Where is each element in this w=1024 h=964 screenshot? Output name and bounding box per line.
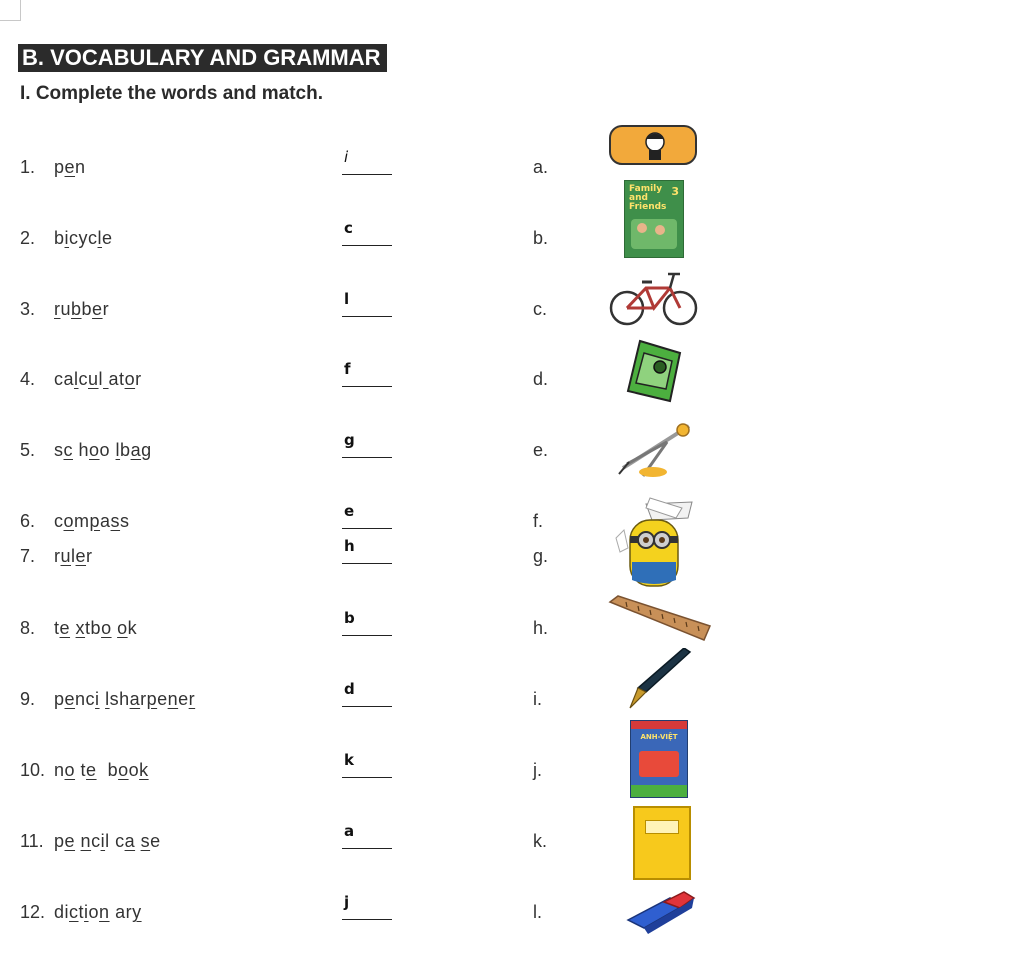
answer-blank[interactable] [340,500,396,536]
answer-text: c [344,219,353,237]
compass-picture [611,418,699,484]
item-word: bicycle [54,228,113,248]
item-word: penci lsharpener [54,689,196,709]
answer-blank[interactable] [340,891,396,927]
answer-line [342,245,392,246]
list-item [0,290,1024,324]
notebook-picture [633,806,691,880]
item-number: 12. [20,902,46,922]
list-item [0,360,1024,394]
answer-blank[interactable] [340,749,396,785]
answer-line [342,316,392,317]
option-letter: h. [533,618,549,638]
answer-text: i [344,148,349,166]
answer-text: d [344,680,355,698]
item-word: calcul ator [54,369,142,389]
list-item [0,502,1024,536]
answer-blank[interactable] [340,678,396,714]
textbook-picture [624,180,684,258]
page-corner-mark [0,0,21,21]
answer-line [342,848,392,849]
list-item [0,537,1024,571]
answer-line [342,919,392,920]
section-title: B. VOCABULARY AND GRAMMAR [18,44,387,72]
item-word: diction ary [54,902,142,922]
answer-line [342,457,392,458]
option-letter: k. [533,831,548,851]
answer-blank[interactable] [340,535,396,571]
item-number: 3. [20,299,36,319]
answer-line [342,706,392,707]
exercise-instruction: I. Complete the words and match. [20,83,323,104]
option-letter: i. [533,689,542,709]
option-letter: b. [533,228,549,248]
item-number: 11. [20,831,44,851]
answer-text: f [344,360,351,378]
item-number: 2. [20,228,36,248]
pen-picture [624,648,694,712]
item-word: compass [54,511,130,531]
item-word: pe ncil ca se [54,831,161,851]
list-item [0,219,1024,253]
item-number: 1. [20,157,36,177]
answer-blank[interactable] [340,429,396,465]
answer-line [342,635,392,636]
answer-blank[interactable] [340,607,396,643]
answer-text: e [344,502,355,520]
list-item [0,893,1024,927]
pencil-sharpener-picture [620,335,690,409]
item-word: pen [54,157,86,177]
bicycle-picture [608,266,700,328]
option-letter: d. [533,369,549,389]
answer-text: b [344,609,355,627]
schoolbag-picture [612,494,700,590]
answer-line [342,528,392,529]
list-item [0,148,1024,182]
item-number: 10. [20,760,46,780]
answer-blank[interactable] [340,146,396,182]
answer-blank[interactable] [340,217,396,253]
answer-text: a [344,822,355,840]
book-cover-title: Family and Friends [629,184,667,212]
option-letter: l. [533,902,542,922]
list-item [0,609,1024,643]
list-item [0,751,1024,785]
rubber-picture [624,888,696,940]
answer-text: h [344,537,355,555]
option-letter: f. [533,511,544,531]
answer-text: l [344,290,350,308]
dictionary-picture [630,720,688,798]
answer-line [342,777,392,778]
answer-text: k [344,751,354,769]
option-letter: e. [533,440,549,460]
answer-blank[interactable] [340,820,396,856]
pencil-case-picture [607,122,699,168]
item-number: 7. [20,546,36,566]
item-number: 5. [20,440,36,460]
item-word: te xtbo ok [54,618,138,638]
item-number: 8. [20,618,36,638]
list-item [0,822,1024,856]
list-item [0,680,1024,714]
option-letter: a. [533,157,549,177]
ruler-picture [606,594,712,646]
answer-line [342,174,392,175]
option-letter: c. [533,299,548,319]
item-word: ruler [54,546,93,566]
item-number: 9. [20,689,36,709]
answer-blank[interactable] [340,358,396,394]
answer-line [342,563,392,564]
item-number: 4. [20,369,36,389]
answer-text: g [344,431,355,449]
item-word: sc hoo lbag [54,440,152,460]
item-word: no te book [54,760,149,780]
option-letter: j. [533,760,542,780]
answer-blank[interactable] [340,288,396,324]
list-item [0,431,1024,465]
answer-line [342,386,392,387]
answer-text: j [344,893,350,911]
option-letter: g. [533,546,549,566]
book-cover-number: 3 [671,185,679,198]
dictionary-label: ANH-VIỆT [640,733,678,741]
item-word: rubber [54,299,110,319]
item-number: 6. [20,511,36,531]
